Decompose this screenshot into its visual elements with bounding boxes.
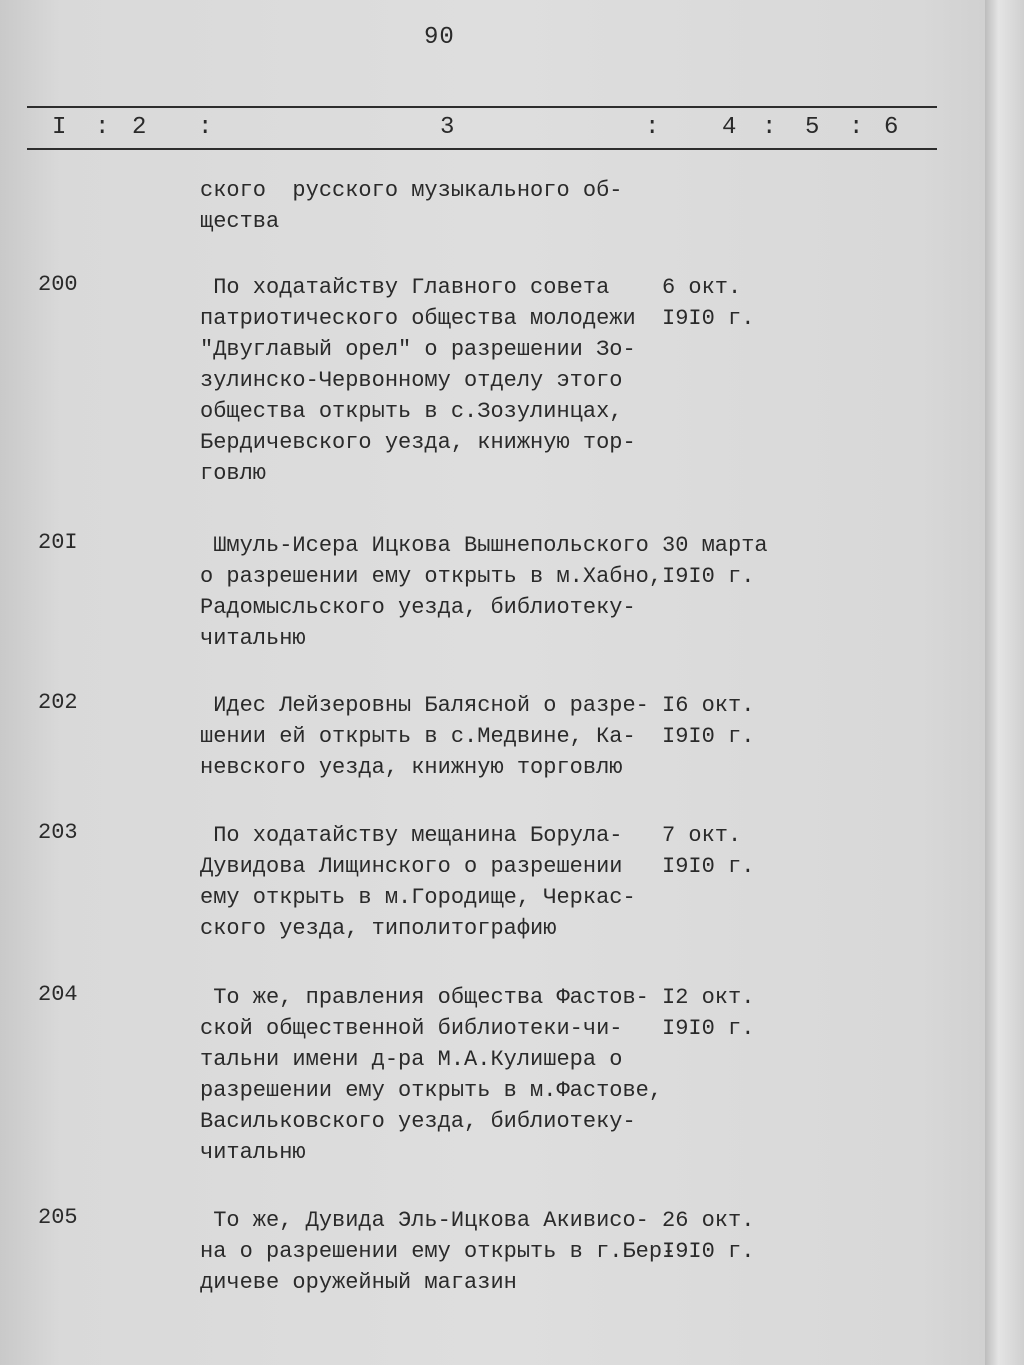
description-line: ского русского музыкального об-: [200, 178, 623, 203]
description-line: По ходатайству Главного совета: [200, 275, 610, 300]
date-day: 26 окт.: [662, 1208, 755, 1233]
column-separator: :: [645, 114, 660, 141]
date-year: I9I0 г.: [662, 306, 755, 331]
description-line: невского уезда, книжную торговлю: [200, 755, 623, 780]
entry-number: 202: [38, 690, 78, 715]
description-line: То же, Дувида Эль-Ицкова Акивисо-: [200, 1208, 649, 1233]
entry-date: [662, 530, 768, 592]
entry-description: [200, 272, 660, 489]
description-line: Васильковского уезда, библиотеку-: [200, 1109, 636, 1134]
column-separator: :: [849, 114, 864, 141]
entry-description: [200, 175, 660, 237]
description-line: Дувидова Лищинского о разрешении: [200, 854, 623, 879]
entry-number: 203: [38, 820, 78, 845]
entry-description: [200, 530, 663, 654]
date-year: I9I0 г.: [662, 1239, 755, 1264]
description-line: общества открыть в с.Зозулинцах,: [200, 399, 623, 424]
column-header-6: 6: [884, 114, 899, 141]
description-line: Шмуль-Исера Ицкова Вышнепольского: [200, 533, 649, 558]
column-separator: :: [95, 114, 110, 141]
date-day: 7 окт.: [662, 823, 742, 848]
description-line: ской общественной библиотеки-чи-: [200, 1016, 623, 1041]
entry-date: [662, 272, 754, 334]
description-line: на о разрешении ему открыть в г.Бер-: [200, 1239, 676, 1264]
description-line: шении ей открыть в с.Медвине, Ка-: [200, 724, 636, 749]
description-line: ского уезда, типолитографию: [200, 916, 557, 941]
date-day: 30 марта: [662, 533, 768, 558]
entry-description: [200, 982, 663, 1168]
entry-date: [662, 690, 754, 752]
description-line: разрешении ему открыть в м.Фастове,: [200, 1078, 663, 1103]
page-number: 90: [424, 24, 455, 51]
description-line: "Двуглавый орел" о разрешении Зо-: [200, 337, 636, 362]
description-line: Бердичевского уезда, книжную тор-: [200, 430, 636, 455]
date-day: 6 окт.: [662, 275, 742, 300]
entry-date: [662, 820, 754, 882]
date-year: I9I0 г.: [662, 724, 755, 749]
header-rule-bottom: [27, 148, 937, 150]
column-separator: :: [198, 114, 213, 141]
column-header-1: I: [52, 114, 67, 141]
description-line: читальню: [200, 1140, 306, 1165]
header-rule-top: [27, 106, 937, 108]
description-line: зулинско-Червонному отделу этого: [200, 368, 623, 393]
description-line: То же, правления общества Фастов-: [200, 985, 649, 1010]
date-day: I6 окт.: [662, 693, 755, 718]
description-line: говлю: [200, 461, 267, 486]
date-year: I9I0 г.: [662, 1016, 755, 1041]
description-line: тальни имени д-ра М.А.Кулишера о: [200, 1047, 623, 1072]
description-line: дичеве оружейный магазин: [200, 1270, 517, 1295]
description-line: Идес Лейзеровны Балясной о разре-: [200, 693, 649, 718]
entry-description: [200, 690, 660, 783]
description-line: щества: [200, 209, 280, 234]
date-year: I9I0 г.: [662, 564, 755, 589]
description-line: читальню: [200, 626, 306, 651]
date-year: I9I0 г.: [662, 854, 755, 879]
entry-number: 20I: [38, 530, 78, 555]
description-line: о разрешении ему открыть в м.Хабно,: [200, 564, 663, 589]
column-header-2: 2: [132, 114, 147, 141]
description-line: Радомысльского уезда, библиотеку-: [200, 595, 636, 620]
description-line: По ходатайству мещанина Борула-: [200, 823, 623, 848]
page-edge: [985, 0, 1024, 1365]
column-header-5: 5: [805, 114, 820, 141]
column-header-4: 4: [722, 114, 737, 141]
entry-date: [662, 982, 754, 1044]
description-line: патриотического общества молодежи: [200, 306, 636, 331]
entry-number: 200: [38, 272, 78, 297]
entry-number: 205: [38, 1205, 78, 1230]
description-line: ему открыть в м.Городище, Черкас-: [200, 885, 636, 910]
entry-number: 204: [38, 982, 78, 1007]
date-day: I2 окт.: [662, 985, 755, 1010]
entry-description: [200, 820, 660, 944]
column-separator: :: [762, 114, 777, 141]
entry-date: [662, 1205, 754, 1267]
entry-description: [200, 1205, 676, 1298]
column-header-3: 3: [440, 114, 455, 141]
